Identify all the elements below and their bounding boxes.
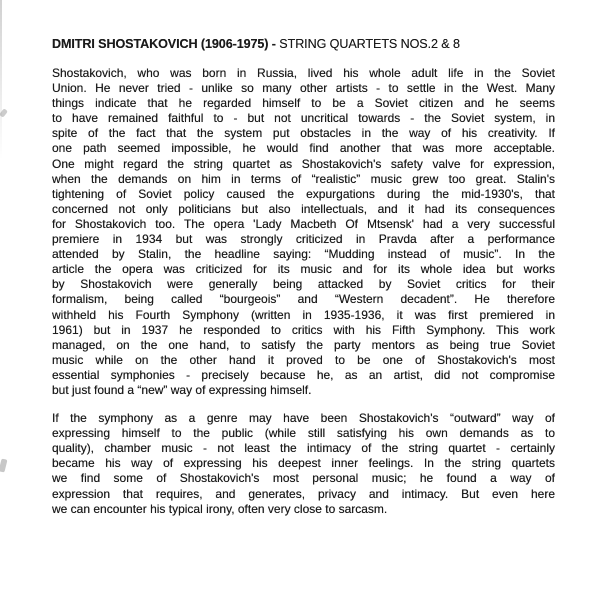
scan-smudge <box>0 458 7 472</box>
text-line: withheld his Fourth Symphony (written in 1935-1936, it was first premiered in <box>52 307 555 322</box>
text-line: tightening of Soviet policy caused the expurgations during the mid-1930's, that <box>52 186 555 201</box>
scan-edge-shadow <box>0 0 2 160</box>
text-line: expressing himself to the public (while still satisfying his own demands as to <box>52 426 555 441</box>
liner-notes <box>52 37 555 530</box>
text-line: things indicate that he regarded himself to be a Soviet citizen and he seems <box>52 96 555 111</box>
text-line: spite of the fact that the system put obstacles in the way of his creativity. If <box>52 126 555 141</box>
text-line: 1961) but in 1937 he responded to critics with his Fifth Symphony. This work <box>52 322 555 337</box>
text-line: If the symphony as a genre may have been Shostakovich's “outward” way of <box>52 411 555 426</box>
text-line: Shostakovich, who was born in Russia, lived his whole adult life in the Soviet <box>52 66 555 80</box>
text-line: article the opera was criticized for its music and for its whole idea but works <box>52 262 555 277</box>
text-line: formalism, being called “bourgeois” and “Western decadent”. He therefore <box>52 292 555 307</box>
article <box>52 66 555 517</box>
paragraph-1 <box>52 66 555 398</box>
text-line: attended by Stalin, the headline saying: “Mudding instead of music”. In the <box>52 247 555 262</box>
title-artist-dates: DMITRI SHOSTAKOVICH (1906-1975) - <box>52 37 280 51</box>
text-line: One might regard the string quartet as Shostakovich's safety valve for expression, <box>52 156 555 171</box>
page-title <box>52 37 555 52</box>
text-line: we can encounter his typical irony, often very close to sarcasm. <box>52 501 388 516</box>
text-line: when the demands on him in terms of “realistic” music grew too great. Stalin's <box>52 171 555 186</box>
title-work: STRING QUARTETS NOS.2 & 8 <box>279 37 460 51</box>
text-line: essential symphonies - precisely because he, as an artist, did not compromise <box>52 367 555 382</box>
paragraph-2 <box>52 411 555 517</box>
text-line: expression that requires, and generates, privacy and intimacy. But even here <box>52 486 555 501</box>
text-line: to have remained faithful to - but not uncritical towards - the Soviet system, in <box>52 111 555 126</box>
text-line: concerned not only politicians but also intellectuals, and it had its consequences <box>52 201 555 216</box>
scan-smudge <box>0 108 8 117</box>
text-line: for Shostakovich too. The opera 'Lady Macbeth Of Mtsensk' had a very successful <box>52 216 555 231</box>
text-line: became his way of expressing his deepest inner feelings. In the string quartets <box>52 456 555 471</box>
text-line: one path seemed impossible, he would find another that was more acceptable. <box>52 141 555 156</box>
text-line: music while on the other hand it proved to be one of Shostakovich's most <box>52 352 555 367</box>
text-line: by Shostakovich were generally being attacked by Soviet critics for their <box>52 277 555 292</box>
text-line: quality), chamber music - not least the intimacy of the string quartet - certainly <box>52 441 555 456</box>
text-line: premiere in 1934 but was strongly criticized in Pravda after a performance <box>52 232 555 247</box>
text-line: we find some of Shostakovich's most personal music; he found a way of <box>52 471 555 486</box>
text-line: but just found a “new” way of expressing himself. <box>52 382 312 397</box>
text-line: Union. He never tried - unlike so many other artists - to settle in the West. Many <box>52 81 555 96</box>
text-line: managed, on the one hand, to satisfy the party mentors as being true Soviet <box>52 337 555 352</box>
